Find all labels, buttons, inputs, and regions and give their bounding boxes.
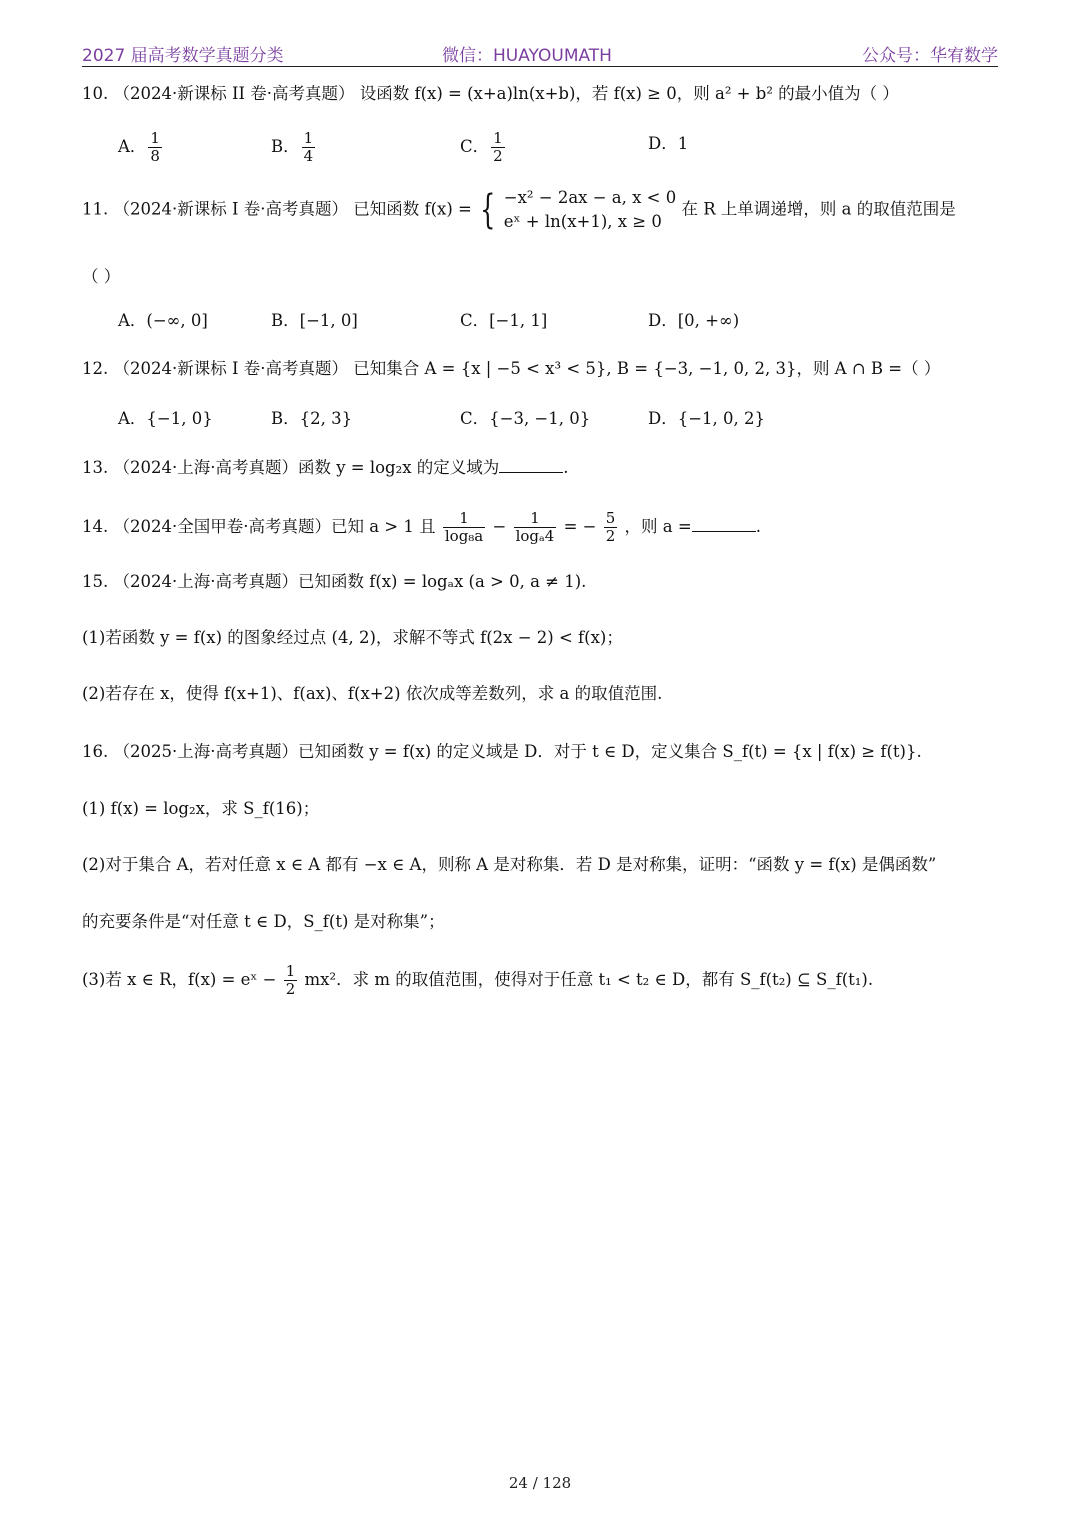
frac-1-over-loga4: $\frac{1}{\text{logₐ4}}$ (515, 509, 555, 545)
q10-option-a: A． $\frac{1}{8}$ (118, 129, 160, 165)
answer-blank (692, 515, 756, 532)
question-14: 14. （2024·全国甲卷·高考真题）已知 a > 1 且 $\frac{1}{\text{log₈a}}$ − $\frac{1}{\text{logₐ4}}$ = − $\frac{5}{2}$ ，则 a = . (82, 509, 761, 545)
q10-frac-a: $\frac{1}{8}$ (150, 129, 160, 165)
q10-option-b: B． $\frac{1}{4}$ (271, 129, 314, 165)
answer-blank (499, 456, 563, 473)
q16-part-2b: 的充要条件是“对任意 t ∈ D，S_f(t) 是对称集”； (82, 912, 445, 931)
q16-part-2a: (2)对于集合 A，若对任意 x ∈ A 都有 −x ∈ A，则称 A 是对称集．若 D 是对称集，证明：“函数 y = f(x) 是偶函数” (82, 855, 937, 874)
question-13: 13. （2024·上海·高考真题）函数 y = log₂x 的定义域为 . (82, 458, 569, 477)
q16-part-3: (3)若 x ∈ R，f(x) = eˣ − $\frac{1}{2}$ mx²．求 m 的取值范围，使得对于任意 t₁ < t₂ ∈ D，都有 S_f(t₂) ⊆ S_f(t₁). (82, 962, 874, 998)
q11-option-a: A．(−∞, 0] (118, 311, 208, 330)
q11-option-b: B．[−1, 0] (271, 311, 358, 330)
q11-paren: （ ） (82, 267, 121, 286)
page-header (82, 38, 998, 67)
piecewise-cases: −x² − 2ax − a, x < 0 eˣ + ln(x+1), x ≥ 0 (503, 188, 677, 231)
q15-part-1: (1)若函数 y = f(x) 的图象经过点 (4, 2)，求解不等式 f(2x − 2) < f(x)； (82, 628, 623, 647)
header-title: 2027 届高考数学真题分类 (82, 46, 284, 66)
q12-option-a: A．{−1, 0} (118, 409, 213, 428)
header-wechat: 微信：HUAYOUMATH (442, 46, 612, 66)
q16-part-1: (1) f(x) = log₂x，求 S_f(16)； (82, 799, 320, 818)
q11-option-d: D．[0, +∞) (648, 311, 740, 330)
q15-part-2: (2)若存在 x，使得 f(x+1)、f(ax)、f(x+2) 依次成等差数列，求 a 的取值范围. (82, 684, 663, 703)
question-12: 12. （2024·新课标 I 卷·高考真题） 已知集合 A = {x | −5 < x³ < 5}, B = {−3, −1, 0, 2, 3}，则 A ∩ B =（ ） (82, 359, 941, 378)
q11-option-c: C．[−1, 1] (460, 311, 548, 330)
q10-option-d: D．1 (648, 134, 689, 153)
q10-frac-b: $\frac{1}{4}$ (303, 129, 314, 165)
question-11: 11. （2024·新课标 I 卷·高考真题） 已知函数 f(x) = { −x² − 2ax − a, x < 0 eˣ + ln(x+1), x ≥ 0 在 R 上单调递增，则 a 的取值范围是 (82, 187, 956, 233)
question-16: 16. （2025·上海·高考真题）已知函数 y = f(x) 的定义域是 D．对于 t ∈ D，定义集合 S_f(t) = {x | f(x) ≥ f(t)}. (82, 742, 922, 761)
left-brace: { (480, 187, 496, 233)
q12-option-d: D．{−1, 0, 2} (648, 409, 766, 428)
q12-option-b: B．{2, 3} (271, 409, 353, 428)
q10-frac-c: $\frac{1}{2}$ (493, 129, 503, 165)
question-15: 15. （2024·上海·高考真题）已知函数 f(x) = logₐx (a > 0, a ≠ 1). (82, 572, 587, 591)
frac-1-over-log8a: $\frac{1}{\text{log₈a}}$ (444, 509, 484, 545)
q10-option-c: C． $\frac{1}{2}$ (460, 129, 503, 165)
frac-5-over-2: $\frac{5}{2}$ (605, 509, 616, 545)
question-10: 10. （2024·新课标 II 卷·高考真题） 设函数 f(x) = (x+a)ln(x+b)，若 f(x) ≥ 0，则 a² + b² 的最小值为（ ） (82, 84, 899, 103)
frac-1-over-2: $\frac{1}{2}$ (285, 962, 296, 998)
page-number: 24 / 128 (508, 1474, 572, 1492)
q12-option-c: C．{−3, −1, 0} (460, 409, 591, 428)
header-account: 公众号：华宥数学 (862, 46, 998, 66)
